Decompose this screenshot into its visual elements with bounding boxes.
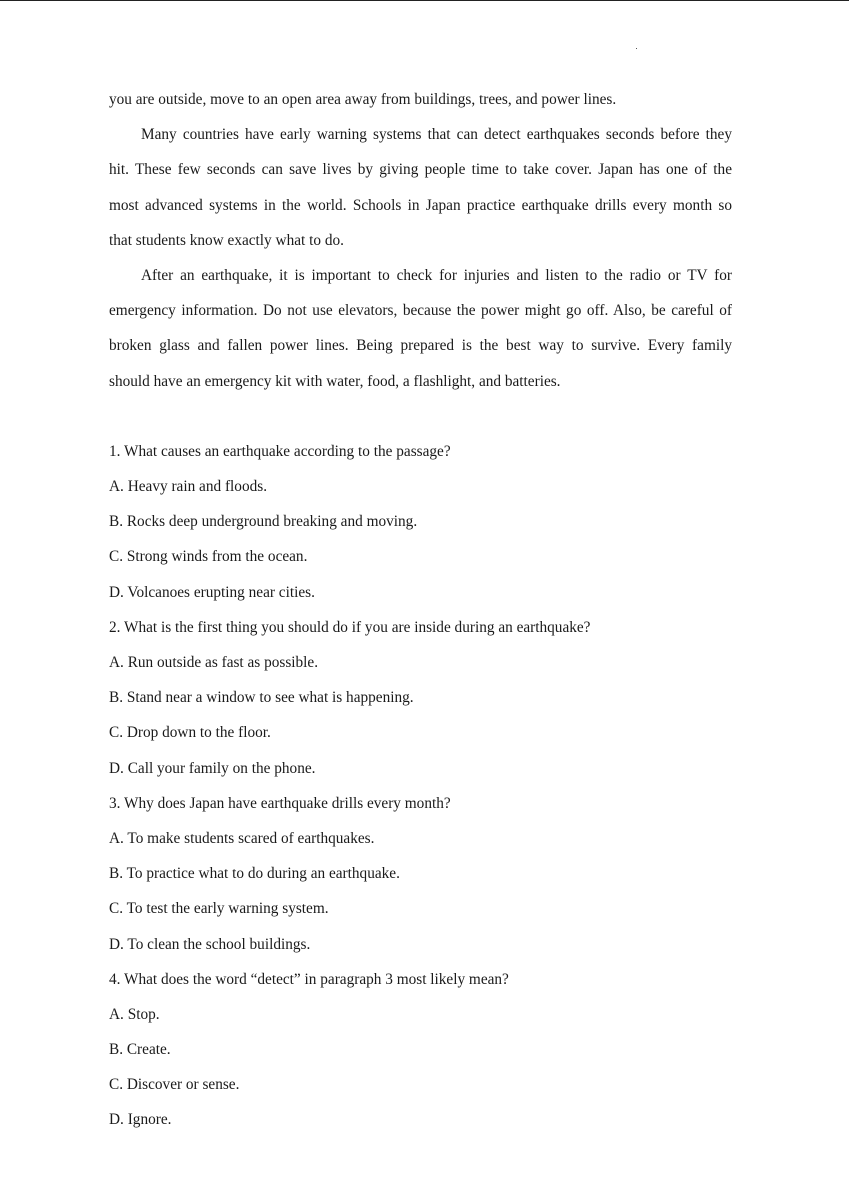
answer-option-a: A. Stop.	[109, 1005, 160, 1023]
scan-speck	[636, 48, 637, 49]
document-body	[109, 82, 732, 1138]
answer-option-a: A. To make students scared of earthquakes.	[109, 829, 375, 847]
answer-option-b: B. To practice what to do during an earthquake.	[109, 865, 400, 883]
answer-option-d: D. To clean the school buildings.	[109, 935, 311, 953]
paragraph-line: should have an emergency kit with water, food, a flashlight, and batteries.	[109, 372, 561, 390]
answer-option-d: D. Volcanoes erupting near cities.	[109, 583, 315, 601]
answer-option-d: D. Call your family on the phone.	[109, 759, 316, 777]
paragraph-line: that students know exactly what to do.	[109, 231, 344, 249]
answer-option-b: B. Rocks deep underground breaking and moving.	[109, 513, 418, 531]
question-stem: 4. What does the word “detect” in paragraph 3 most likely mean?	[109, 970, 509, 988]
question-3	[109, 786, 732, 962]
section-gap	[109, 399, 732, 434]
answer-option-c: C. To test the early warning system.	[109, 900, 329, 918]
answer-option-c: C. Strong winds from the ocean.	[109, 548, 308, 566]
paragraph-4	[109, 258, 732, 399]
answer-option-c: C. Drop down to the floor.	[109, 724, 271, 742]
answer-option-c: C. Discover or sense.	[109, 1076, 240, 1094]
questions	[109, 434, 732, 1138]
paragraph-line: most advanced systems in the world. Schools in Japan practice earthquake drills every month so	[109, 196, 732, 214]
answer-option-d: D. Ignore.	[109, 1111, 172, 1129]
passage-line: you are outside, move to an open area away from buildings, trees, and power lines.	[109, 91, 617, 108]
answer-option-b: B. Create.	[109, 1041, 171, 1059]
page-top-rule	[0, 0, 849, 1]
answer-option-b: B. Stand near a window to see what is happening.	[109, 689, 414, 707]
passage	[109, 82, 732, 399]
question-stem: 2. What is the first thing you should do if you are inside during an earthquake?	[109, 618, 591, 636]
question-4	[109, 962, 732, 1138]
question-stem: 1. What causes an earthquake according to the passage?	[109, 442, 451, 460]
answer-option-a: A. Run outside as fast as possible.	[109, 654, 319, 671]
paragraph-3	[109, 117, 732, 258]
paragraph-line: broken glass and fallen power lines. Being prepared is the best way to survive. Every family	[109, 337, 732, 355]
answer-option-a: A. Heavy rain and floods.	[109, 478, 268, 496]
question-1	[109, 434, 732, 610]
paragraph-line: Many countries have early warning systems that can detect earthquakes seconds before they	[141, 126, 732, 144]
question-stem: 3. Why does Japan have earthquake drills every month?	[109, 794, 451, 812]
paragraph-line: emergency information. Do not use elevators, because the power might go off. Also, be careful of	[109, 302, 732, 320]
paragraph-line: After an earthquake, it is important to check for injuries and listen to the radio or TV for	[141, 266, 732, 284]
paragraph-line: hit. These few seconds can save lives by giving people time to take cover. Japan has one of the	[109, 161, 732, 179]
question-2	[109, 610, 732, 786]
